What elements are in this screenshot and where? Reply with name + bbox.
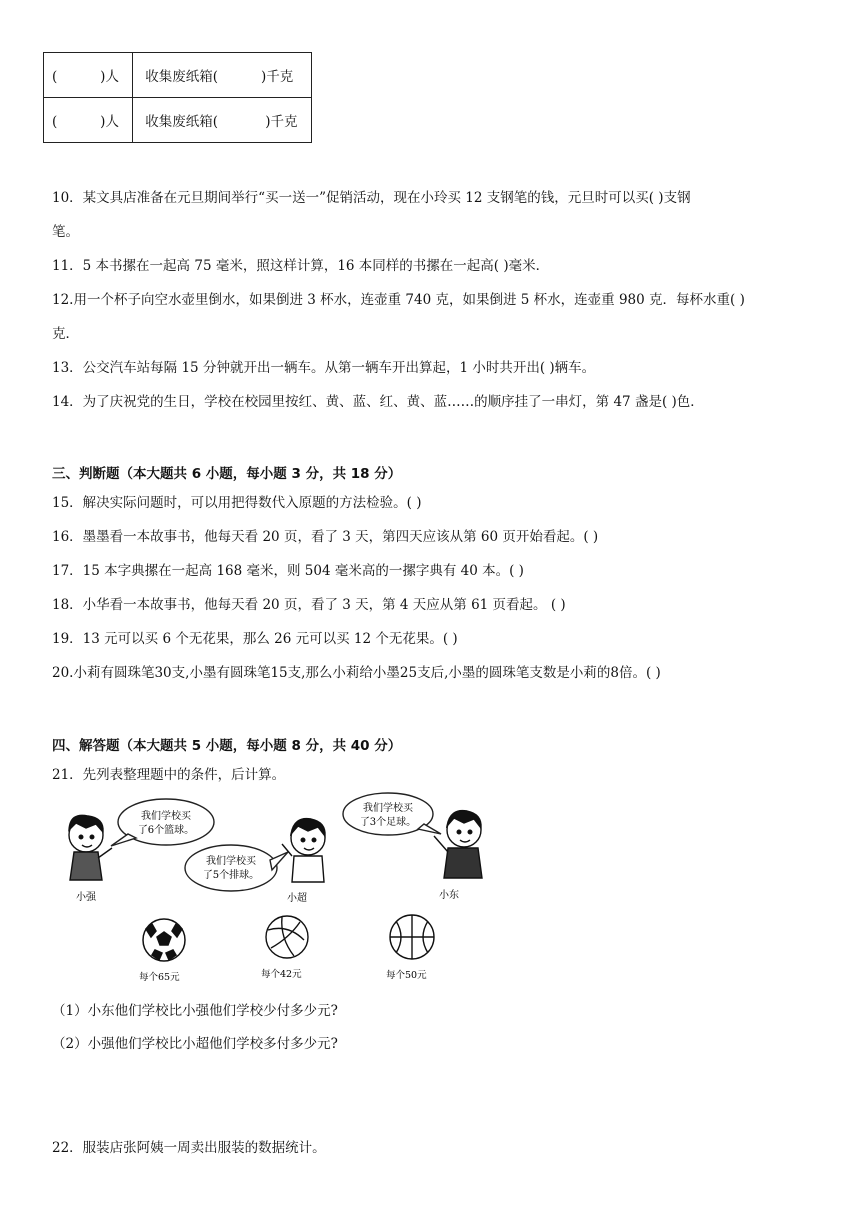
question-16: 16．墨墨看一本故事书，他每天看 20 页，看了 3 天，第四天应该从第 60 页开始看起。( )	[52, 529, 599, 545]
question-11: 11．5 本书摞在一起高 75 毫米，照这样计算，16 本同样的书摞在一起高( )毫米．	[52, 258, 550, 274]
question-21-part-1: （1）小东他们学校比小强他们学校少付多少元?	[52, 1003, 338, 1019]
volleyball-icon	[266, 916, 308, 958]
question-21-part-2: （2）小强他们学校比小超他们学校多付多少元?	[52, 1036, 338, 1052]
price-volleyball: 每个42元	[261, 969, 302, 980]
table-row	[44, 53, 312, 98]
balls-illustration	[56, 790, 506, 985]
speech-bubble-2	[185, 845, 288, 891]
section-3-title: 三、判断题（本大题共 6 小题，每小题 3 分，共 18 分）	[52, 466, 402, 482]
section-4-title: 四、解答题（本大题共 5 小题，每小题 8 分，共 40 分）	[52, 738, 402, 754]
question-13: 13．公交汽车站每隔 15 分钟就开出一辆车。从第一辆车开出算起，1 小时共开出( )辆车。	[52, 360, 596, 376]
table-cell: ( )人	[44, 98, 133, 143]
table-row	[44, 98, 312, 143]
boy-1-figure	[69, 815, 112, 880]
table-cell: 收集废纸箱( )千克	[133, 98, 312, 143]
bubble-3-line-1: 我们学校买	[363, 803, 413, 814]
question-10-cont: 笔。	[52, 224, 79, 240]
question-12: 12.用一个杯子向空水壶里倒水，如果倒进 3 杯水，连壶重 740 克，如果倒进 5 杯水，连壶重 980 克．每杯水重( )	[52, 292, 745, 308]
boy-3-figure	[434, 811, 482, 878]
name-xiaoqiang: 小强	[76, 892, 96, 903]
table-cell: 收集废纸箱( )千克	[133, 53, 312, 98]
speech-bubble-1	[111, 799, 214, 846]
name-xiaochao: 小超	[287, 893, 307, 904]
question-15: 15．解决实际问题时，可以用把得数代入原题的方法检验。( )	[52, 495, 422, 511]
question-17: 17．15 本字典摞在一起高 168 毫米，则 504 毫米高的一摞字典有 40 本。( )	[52, 563, 524, 579]
answer-table	[43, 52, 312, 143]
price-football: 每个65元	[139, 972, 180, 983]
question-10: 10．某文具店准备在元旦期间举行“买一送一”促销活动，现在小玲买 12 支钢笔的钱，元旦时可以买( )支钢	[52, 190, 691, 206]
bubble-1-line-1: 我们学校买	[141, 811, 191, 822]
speech-bubble-3	[343, 793, 441, 835]
question-22: 22．服装店张阿姨一周卖出服装的数据统计。	[52, 1140, 326, 1156]
basketball-icon	[390, 915, 434, 959]
boy-2-figure	[282, 819, 325, 882]
question-14: 14．为了庆祝党的生日，学校在校园里按红、黄、蓝、红、黄、蓝……的顺序挂了一串灯，第 47 盏是( )色．	[52, 394, 704, 410]
bubble-3-line-2: 了3个足球。	[359, 817, 417, 828]
question-19: 19．13 元可以买 6 个无花果，那么 26 元可以买 12 个无花果。( )	[52, 631, 458, 647]
bubble-2-line-1: 我们学校买	[206, 856, 256, 867]
bubble-1-line-2: 了6个篮球。	[137, 825, 195, 836]
question-20: 20.小莉有圆珠笔30支,小墨有圆珠笔15支,那么小莉给小墨25支后,小墨的圆珠笔支数是小莉的8倍。( )	[52, 665, 661, 681]
football-icon	[143, 919, 185, 961]
price-basketball: 每个50元	[386, 970, 427, 981]
name-xiaodong: 小东	[439, 890, 459, 901]
question-18: 18．小华看一本故事书，他每天看 20 页，看了 3 天，第 4 天应从第 61 页看起。 ( )	[52, 597, 566, 613]
question-21: 21．先列表整理题中的条件，后计算。	[52, 767, 286, 783]
table-cell: ( )人	[44, 53, 133, 98]
bubble-2-line-2: 了5个排球。	[202, 870, 260, 881]
question-12-cont: 克．	[52, 326, 79, 342]
